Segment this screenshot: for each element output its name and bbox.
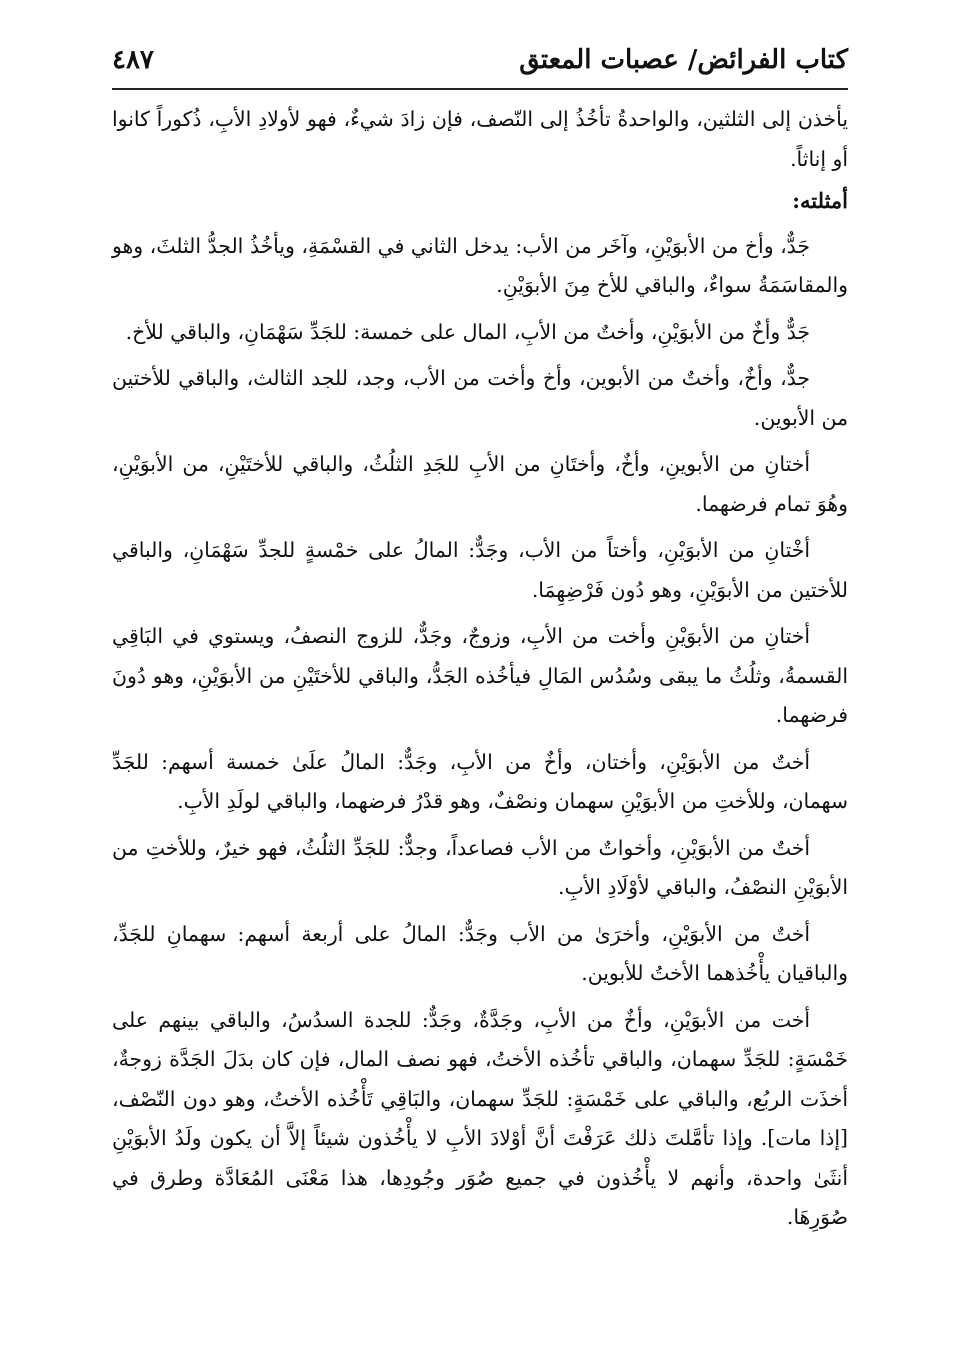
intro-paragraph: يأخذن إلى الثلثين، والواحدةُ تأخُذُ إلى النّصف، فإن زادَ شيءٌ، فهو لأولادِ الأبِ، ذُكوراً كانوا أو إناثاً.: [112, 107, 849, 171]
example-paragraph-1: جَدٌّ، وأخ من الأبوَيْنِ، وآخَر من الأب: يدخل الثاني في القسْمَةِ، ويأخُذُ الجدُّ الثلثَ، وهو والمقاسَمَةُ سواءٌ، والباقي للأخ مِنَ الأبوَيْنِ.: [112, 233, 848, 297]
example-paragraph-4: أختانِ من الأبوينِ، وأخٌ، وأختَانِ من الأبِ للجَدِ الثلُثُ، والباقي للأختَيْنِ، من الأبوَيْنِ، وهُوَ تمام فرضهما.: [112, 452, 848, 516]
header-rule: [112, 88, 848, 90]
example-paragraph-7: أختٌ من الأبوَيْنِ، وأختان، وأخٌ من الأبِ، وجَدٌّ: المالُ علَىٰ خمسة أسهم: للجَدِّ سهمان، وللأختِ من الأبوَيْنِ سهمان ونصْفٌ، وهو قدْرُ فرضهما، والباقي لولَدِ الأبِ.: [112, 749, 848, 813]
example-paragraph-2: جَدٌّ وأخٌ من الأبوَيْنِ، وأختٌ من الأبِ، المال على خمسة: للجَدِّ سَهْمَانِ، والباقي للأخ.: [125, 319, 810, 344]
example-paragraph-9: أختٌ من الأبوَيْنِ، وأخرَىٰ من الأب وجَدٌّ: المالُ على أربعة أسهم: سهمانِ للجَدِّ، والباقيان يأْخُذهما الأختُ للأبوين.: [112, 921, 848, 985]
examples-heading: أمثلته:: [792, 188, 848, 213]
page-number: ٤٨٧: [112, 45, 154, 75]
example-paragraph-10: أخت من الأبوَيْنِ، وأخٌ من الأبِ، وجَدَّةٌ، وجَدٌّ: للجدة السدُسُ، والباقي بينهم على خَمْسَةٍ: للجَدِّ سهمان، والباقي تأخُذه الأختُ، فهو نصف المال، فإن كان بدَلَ الجَدَّة زوجةٌ، أخذَت الربُع، والباقي على خَمْسَةٍ: للجَدِّ سهمان، والبَاقِي تَأْخُذه الأختُ، وهو دون النّصْف، [إذا مات]. وإذا تأمَّلتَ ذلك عَرَفْتَ أنَّ أوْلادَ الأبِ لا يأْخُذون شيئاً إلاَّ أن يكون ولَدُ الأبوَيْنِ أنثَىٰ واحدة، وأنهم لا يأْخُذون في جميع صُوَر وجُودِها، هذا مَعْنَى المُعَادَّة وطرق في صُوَرِهَا.: [112, 1007, 848, 1229]
body-text: [112, 100, 848, 1245]
example-paragraph-3: جدٌّ، وأخٌ، وأختٌ من الأبوين، وأخ وأخت من الأب، وجد، للجد الثالث، والباقي للأختين من الأبوين.: [112, 366, 848, 430]
running-title: كتاب الفرائض/ عصبات المعتق: [519, 45, 848, 75]
example-paragraph-5: أخْتانِ من الأبوَيْنِ، وأختاً من الأب، وجَدٌّ: المالُ على خمْسةٍ للجدِّ سَهْمَانِ، والباقي للأختين من الأبوَيْنِ، وهو دُون فَرْضِهِمَا.: [112, 538, 848, 602]
example-paragraph-6: أختانِ من الأبوَيْنِ وأخت من الأبِ، وزوجٌ، وجَدٌّ، للزوج النصفُ، ويستوي في البَاقِي القسمةُ، وثلُثُ ما يبقى وسُدُس المَالِ فيأخُذه الجَدُّ، والباقي للأختَيْنِ من الأبوَيْنِ، وهو دُونَ فرضهما.: [112, 624, 848, 727]
page-header: [112, 40, 848, 84]
example-paragraph-8: أختٌ من الأبوَيْنِ، وأخواتٌ من الأب فصاعداً، وجدٌّ: للجَدِّ الثلُثُ، فهو خيرٌ، وللأختِ من الأبوَيْنِ النصْفُ، والباقي لأوْلَادِ الأبِ.: [112, 835, 848, 899]
